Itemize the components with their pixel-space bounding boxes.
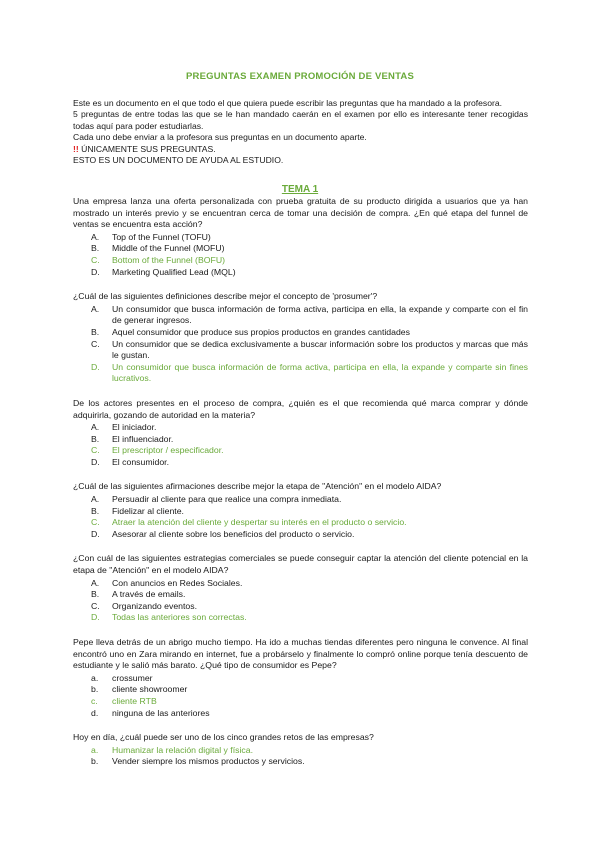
option-text: Bottom of the Funnel (BOFU) [112, 254, 225, 265]
question-text: De los actores presentes en el proceso de compra, ¿quién es el que recomienda qué marca comprar y dónde adquirirla, gozando de autoridad en la materia? [73, 397, 528, 420]
option-text: Atraer la atención del cliente y despertar su interés en el producto o servicio. [112, 517, 407, 528]
question-text: Hoy en día, ¿cuál puede ser uno de los cinco grandes retos de las empresas? [73, 732, 374, 743]
answer-option [73, 434, 528, 446]
option-letter: B. [91, 589, 100, 600]
answer-options [73, 232, 528, 278]
option-letter: D. [91, 612, 100, 623]
option-letter: c. [91, 695, 98, 706]
option-text: Un consumidor que busca información de forma activa, participa en ella, la expande y comparte sin fines lucrativos. [112, 361, 528, 384]
option-letter: a. [91, 744, 99, 755]
option-text: cliente RTB [112, 695, 157, 706]
option-letter: A. [91, 231, 100, 242]
answer-option [73, 457, 528, 469]
option-letter: d. [91, 707, 99, 718]
option-letter: B. [91, 505, 100, 516]
option-text: El iniciador. [112, 422, 157, 433]
answer-options [73, 494, 528, 540]
answer-option-correct [73, 745, 528, 757]
option-text: Organizando eventos. [112, 600, 198, 611]
option-letter: C. [91, 600, 100, 611]
intro-paragraph: Cada uno debe enviar a la profesora sus preguntas en un documento aparte. [73, 132, 367, 143]
answer-option [73, 589, 528, 601]
option-letter: C. [91, 254, 100, 265]
option-text: Persuadir al cliente para que realice una compra inmediata. [112, 494, 342, 505]
answer-option-correct [73, 255, 528, 267]
option-letter: D. [91, 528, 100, 539]
option-letter: D. [91, 361, 100, 372]
option-letter: A. [91, 577, 100, 588]
answer-option [73, 673, 528, 685]
option-text: cliente showroomer [112, 684, 188, 695]
question-text: ¿Cuál de las siguientes afirmaciones describe mejor la etapa de "Atención" en el modelo AIDA? [73, 481, 442, 492]
question-text: ¿Con cuál de las siguientes estrategias comerciales se puede conseguir captar la atención del cliente potencial en la etapa de "Atención" en el modelo AIDA? [73, 553, 528, 576]
document-title: PREGUNTAS EXAMEN PROMOCIÓN DE VENTAS [185, 71, 414, 82]
option-letter: B. [91, 243, 100, 254]
answer-option-correct [73, 445, 528, 457]
option-text: Vender siempre los mismos productos y servicios. [112, 756, 305, 767]
answer-option [73, 601, 528, 613]
option-letter: D. [91, 456, 100, 467]
option-letter: B. [91, 326, 100, 337]
answer-options [73, 745, 528, 768]
intro-paragraph: ESTO ES UN DOCUMENTO DE AYUDA AL ESTUDIO. [73, 155, 284, 166]
section-heading: TEMA 1 [281, 184, 319, 195]
intro-text: ÚNICAMENTE SUS PREGUNTAS. [78, 143, 216, 154]
option-letter: A. [91, 494, 100, 505]
question-text: ¿Cuál de las siguientes definiciones describe mejor el concepto de 'prosumer'? [73, 291, 378, 302]
intro-paragraph: 5 preguntas de entre todas las que se le han mandado caerán en el examen por ello es interesante tener recogidas todas aquí para poder estudiarlas. [73, 109, 528, 131]
option-letter: D. [91, 266, 100, 277]
option-text: Fidelizar al cliente. [112, 505, 184, 516]
option-letter: a. [91, 672, 99, 683]
intro-block [73, 98, 528, 166]
answer-option-correct [73, 517, 528, 529]
option-text: Marketing Qualified Lead (MQL) [112, 266, 236, 277]
answer-option [73, 422, 528, 434]
answer-option [73, 708, 528, 720]
answer-option [73, 578, 528, 590]
answer-options [73, 673, 528, 719]
answer-option-correct [73, 362, 528, 385]
option-text: Humanizar la relación digital y física. [112, 744, 253, 755]
question-text: Una empresa lanza una oferta personalizada con prueba gratuita de su producto dirigida a usuarios que ya han mostrado un interés previo y se encuentran cerca de tomar una decisión de compra. ¿En qué etapa del funnel de ventas se encuentra esta acción? [73, 196, 528, 230]
answer-options [73, 578, 528, 624]
answer-option [73, 304, 528, 327]
answer-options [73, 422, 528, 468]
intro-paragraph [73, 144, 528, 155]
option-letter: b. [91, 756, 99, 767]
option-text: ninguna de las anteriores [112, 707, 210, 718]
option-text: Todas las anteriores son correctas. [112, 612, 247, 623]
option-letter: A. [91, 303, 100, 314]
option-text: El consumidor. [112, 456, 169, 467]
option-letter: B. [91, 433, 100, 444]
option-letter: b. [91, 684, 99, 695]
option-letter: C. [91, 445, 100, 456]
option-text: El influenciador. [112, 433, 174, 444]
answer-option-correct [73, 696, 528, 708]
option-letter: A. [91, 422, 100, 433]
answer-option [73, 684, 528, 696]
option-text: Middle of the Funnel (MOFU) [112, 243, 225, 254]
option-text: Aquel consumidor que produce sus propios productos en grandes cantidades [112, 326, 410, 337]
option-letter: C. [91, 338, 100, 349]
alert-mark: !! [73, 143, 79, 154]
answer-option [73, 339, 528, 362]
questions-list [73, 196, 528, 781]
option-text: A través de emails. [112, 589, 186, 600]
answer-option-correct [73, 612, 528, 624]
answer-option [73, 232, 528, 244]
option-text: El prescriptor / especificador. [112, 445, 224, 456]
answer-option [73, 529, 528, 541]
option-text: Asesorar al cliente sobre los beneficios del producto o servicio. [112, 528, 355, 539]
answer-option [73, 327, 528, 339]
option-text: Top of the Funnel (TOFU) [112, 231, 211, 242]
question-text: Pepe lleva detrás de un abrigo mucho tiempo. Ha ido a muchas tiendas diferentes pero ninguna le convence. Al final encontró uno en Zara mirando en internet, fue a probárselo y finalmente lo compró online porque tenía descuento de estudiante y le salió más barato. ¿Qué tipo de consumidor es Pepe? [73, 637, 528, 671]
option-text: Un consumidor que busca información de forma activa, participa en ella, la expande y comparte con el fin de generar ingresos. [112, 303, 528, 326]
option-letter: C. [91, 517, 100, 528]
answer-option [73, 494, 528, 506]
answer-options [73, 304, 528, 385]
option-text: Un consumidor que se dedica exclusivamente a buscar información sobre los productos y marcas que más le gustan. [112, 338, 528, 361]
option-text: crossumer [112, 672, 153, 683]
answer-option [73, 756, 528, 768]
option-text: Con anuncios en Redes Sociales. [112, 577, 243, 588]
answer-option [73, 506, 528, 518]
intro-paragraph: Este es un documento en el que todo el que quiera puede escribir las preguntas que ha mandado a la profesora. [73, 98, 503, 108]
answer-option [73, 243, 528, 255]
answer-option [73, 267, 528, 279]
